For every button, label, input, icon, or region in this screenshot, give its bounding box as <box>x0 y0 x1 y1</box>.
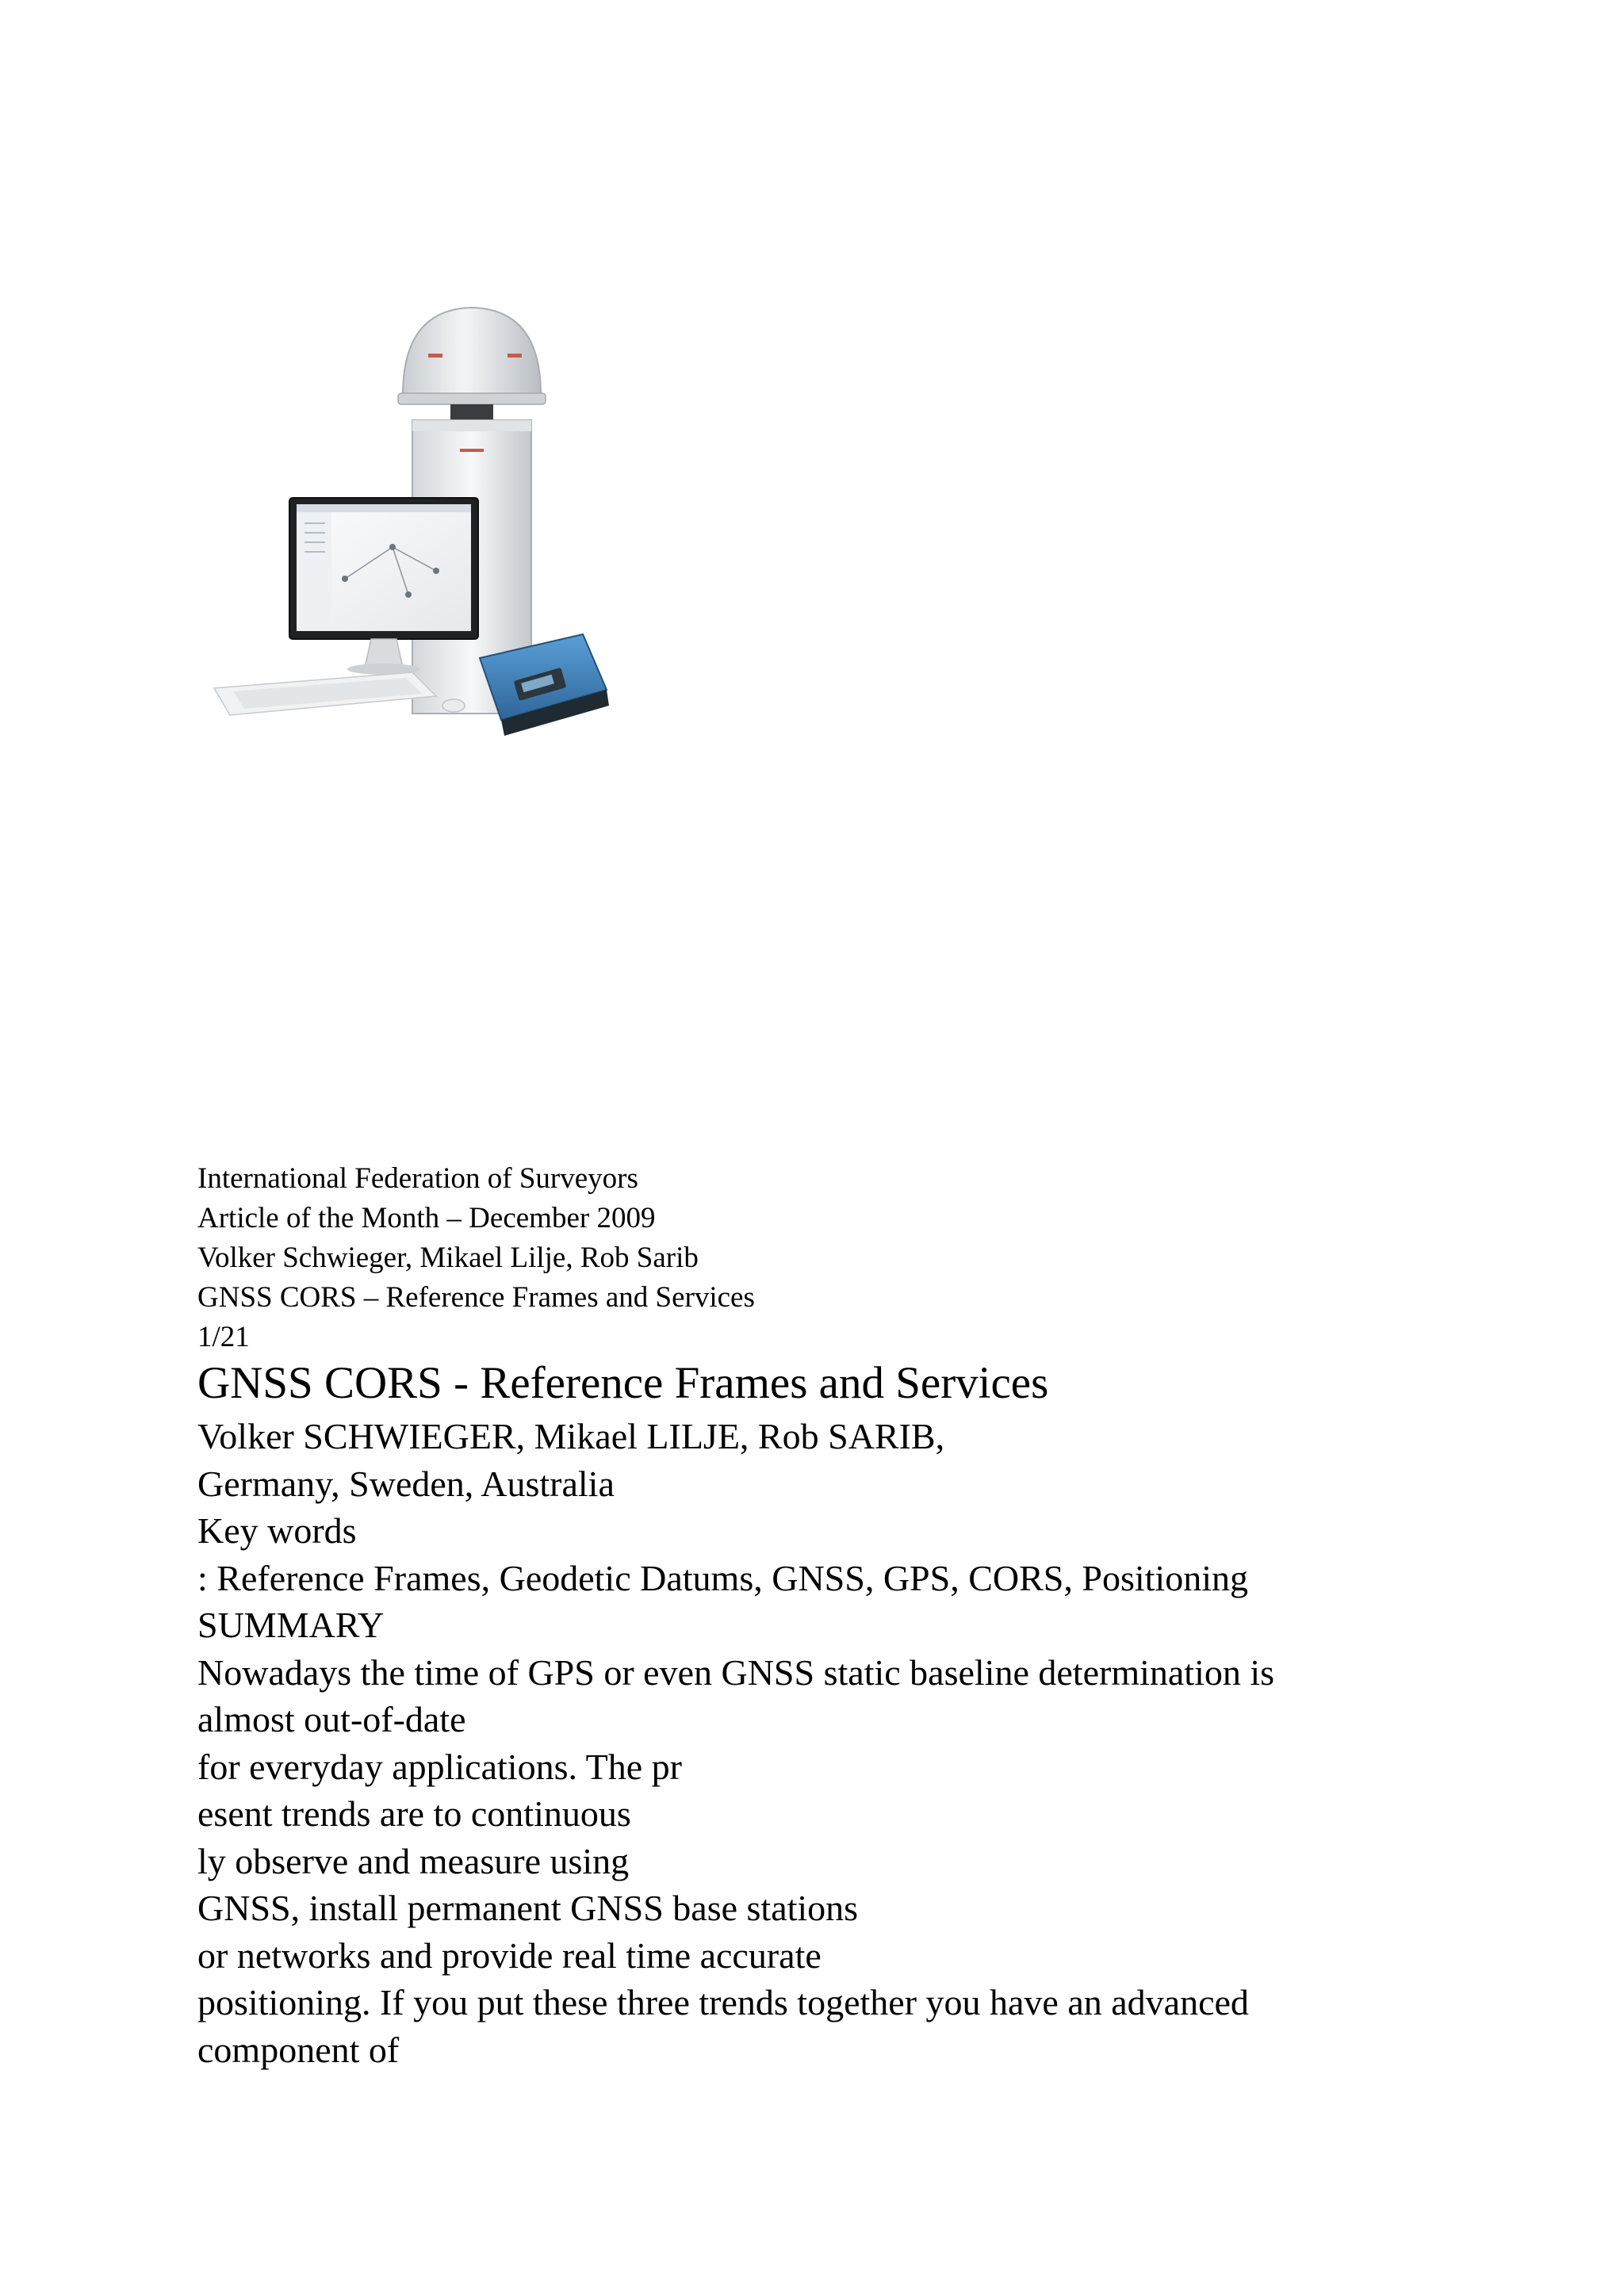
document-body <box>197 1413 1545 2073</box>
summary-text-line: for everyday applications. The pr <box>197 1746 682 1787</box>
summary-text-line: Nowadays the time of GPS or even GNSS static baseline determination is <box>197 1651 1275 1693</box>
summary-text-line: ly observe and measure using <box>197 1840 630 1881</box>
summary-heading: SUMMARY <box>197 1605 385 1645</box>
gnss-cors-illustration <box>198 262 626 769</box>
running-header <box>197 1159 1466 1357</box>
page-number: 1/21 <box>197 1321 250 1353</box>
gnss-cors-product-figure <box>198 262 626 769</box>
gnss-antenna-dome-icon <box>398 308 546 422</box>
summary-text-line: positioning. If you put these three trends together you have an advanced <box>197 1982 1249 2022</box>
article-of-month: Article of the Month – December 2009 <box>197 1202 656 1234</box>
page-title: GNSS CORS - Reference Frames and Services <box>197 1358 1049 1408</box>
summary-text-line: component of <box>197 2029 400 2070</box>
authors-line: Volker SCHWIEGER, Mikael LILJE, Rob SARIB, <box>197 1416 945 1456</box>
summary-text-line: esent trends are to continuous <box>197 1793 631 1834</box>
summary-text-line: almost out-of-date <box>197 1699 466 1739</box>
running-title: GNSS CORS – Reference Frames and Services <box>197 1281 755 1314</box>
header-authors: Volker Schwieger, Mikael Lilje, Rob Sarib <box>197 1242 699 1274</box>
organization-name: International Federation of Surveyors <box>197 1162 638 1195</box>
keywords-list: : Reference Frames, Geodetic Datums, GNSS, GPS, CORS, Positioning <box>197 1557 1248 1598</box>
summary-text-line: GNSS, install permanent GNSS base stations <box>197 1888 859 1928</box>
summary-text-line: or networks and provide real time accurate <box>197 1934 822 1976</box>
keywords-heading: Key words <box>197 1510 357 1551</box>
countries-line: Germany, Sweden, Australia <box>197 1463 615 1504</box>
